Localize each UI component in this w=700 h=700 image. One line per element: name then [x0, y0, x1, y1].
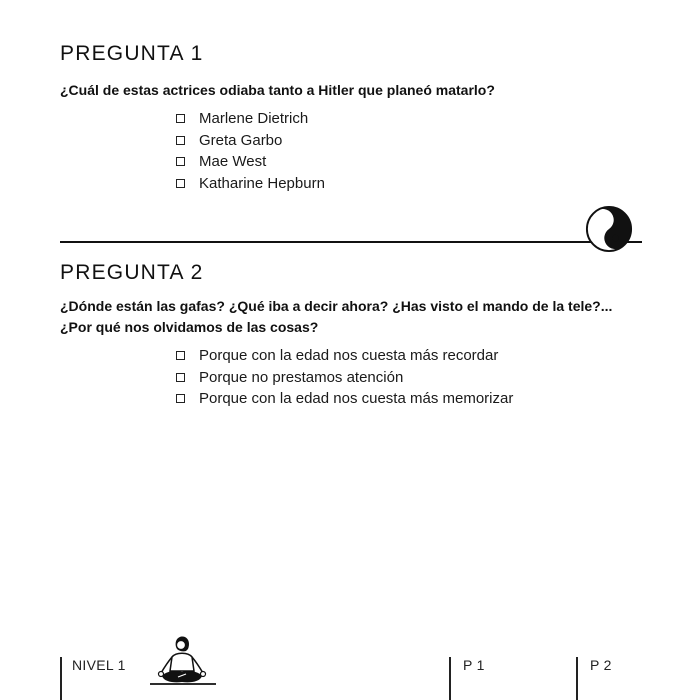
option-label: Katharine Hepburn	[199, 174, 325, 192]
section-divider	[60, 241, 642, 243]
question-1-text: ¿Cuál de estas actrices odiaba tanto a Hitler que planeó matarlo?	[60, 82, 495, 98]
option-label: Mae West	[199, 153, 267, 171]
page-label-2: P 2	[590, 657, 612, 673]
checkbox[interactable]	[176, 157, 185, 166]
yin-yang-icon	[585, 205, 633, 253]
question-2-options	[176, 345, 513, 410]
page-label-1: P 1	[463, 657, 485, 673]
option-label: Marlene Dietrich	[199, 110, 309, 128]
question-1-options	[176, 108, 325, 194]
checkbox[interactable]	[176, 394, 185, 403]
option-label: Porque no prestamos atención	[199, 368, 404, 386]
question-2-heading: PREGUNTA 2	[60, 261, 204, 284]
level-label: NIVEL 1	[72, 657, 126, 673]
option-katharine-hepburn[interactable]	[176, 173, 325, 195]
option-label: Porque con la edad nos cuesta más recordar	[199, 347, 499, 365]
option-memorizar[interactable]	[176, 388, 513, 410]
question-2-text-line-2: ¿Por qué nos olvidamos de las cosas?	[60, 319, 319, 335]
meditation-icon	[150, 635, 216, 685]
footer-divider-p2	[576, 657, 578, 700]
checkbox[interactable]	[176, 373, 185, 382]
option-greta-garbo[interactable]	[176, 130, 325, 152]
question-2-text-line-1: ¿Dónde están las gafas? ¿Qué iba a decir ahora? ¿Has visto el mando de la tele?...	[60, 298, 613, 314]
question-1-heading: PREGUNTA 1	[60, 42, 204, 65]
checkbox[interactable]	[176, 114, 185, 123]
checkbox[interactable]	[176, 179, 185, 188]
option-marlene-dietrich[interactable]	[176, 108, 325, 130]
footer-divider-left	[60, 657, 62, 700]
option-label: Porque con la edad nos cuesta más memorizar	[199, 390, 514, 408]
option-mae-west[interactable]	[176, 151, 325, 173]
checkbox[interactable]	[176, 351, 185, 360]
footer-divider-p1	[449, 657, 451, 700]
option-label: Greta Garbo	[199, 131, 283, 149]
checkbox[interactable]	[176, 136, 185, 145]
option-atencion[interactable]	[176, 367, 513, 389]
option-recordar[interactable]	[176, 345, 513, 367]
